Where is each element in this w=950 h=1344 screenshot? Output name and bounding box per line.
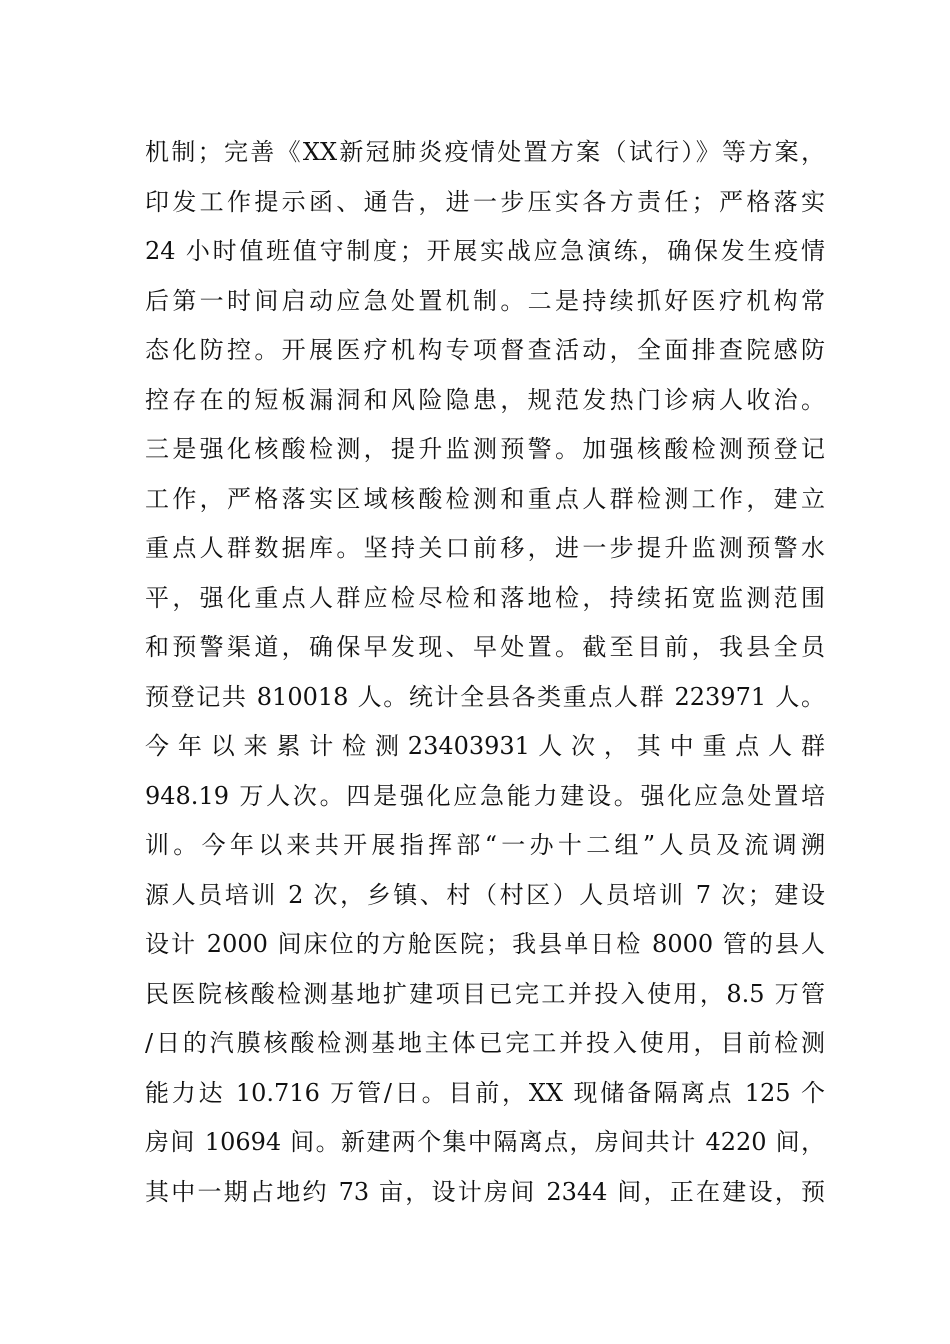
text-line: 态化防控。开展医疗机构专项督查活动，全面排查院感防 [145, 336, 825, 364]
text-line: 后第一时间启动应急处置机制。二是持续抓好医疗机构常 [145, 286, 825, 315]
text-line: 平，强化重点人群应检尽检和落地检，持续拓宽监测范围 [145, 583, 825, 612]
text-line: 三是强化核酸检测，提升监测预警。加强核酸检测预登记 [145, 435, 825, 463]
text-line: 源人员培训 2 次，乡镇、村（村区）人员培训 7 次；建设 [145, 880, 825, 909]
text-line: 设计 2000 间床位的方舱医院；我县单日检 8000 管的县人 [145, 930, 825, 958]
text-line: 和预警渠道，确保早发现、早处置。截至目前，我县全员 [145, 633, 825, 661]
text-line: 其中一期占地约 73 亩，设计房间 2344 间，正在建设，预 [145, 1177, 825, 1206]
text-line: 能力达 10.716 万管/日。目前，XX 现储备隔离点 125 个 [145, 1078, 825, 1107]
body-paragraph [145, 128, 825, 1217]
text-line: 民医院核酸检测基地扩建项目已完工并投入使用，8.5 万管 [145, 979, 825, 1008]
text-line: 房间 10694 间。新建两个集中隔离点，房间共计 4220 间， [145, 1128, 825, 1156]
text-line: 24 小时值班值守制度；开展实战应急演练，确保发生疫情 [145, 237, 825, 265]
text-line: 预登记共 810018 人。统计全县各类重点人群 223971 人。 [145, 682, 825, 711]
text-line: 训。今年以来共开展指挥部“一办十二组”人员及流调溯 [145, 831, 825, 859]
text-line: 今 年 以 来 累 计 检 测 23403931 人 次 ， 其 中 重 点 人 群 [145, 732, 825, 760]
text-line: 印发工作提示函、通告，进一步压实各方责任；严格落实 [145, 187, 825, 216]
text-line: 重点人群数据库。坚持关口前移，进一步提升监测预警水 [145, 534, 825, 562]
text-line: 控存在的短板漏洞和风险隐患，规范发热门诊病人收治。 [145, 385, 825, 414]
text-line: 948.19 万人次。四是强化应急能力建设。强化应急处置培 [145, 781, 825, 810]
text-line: 工作，严格落实区域核酸检测和重点人群检测工作，建立 [145, 484, 825, 513]
text-line: 机制；完善《XX新冠肺炎疫情处置方案（试行）》等方案， [145, 138, 825, 166]
text-line: /日的汽膜核酸检测基地主体已完工并投入使用，目前检测 [145, 1029, 825, 1057]
